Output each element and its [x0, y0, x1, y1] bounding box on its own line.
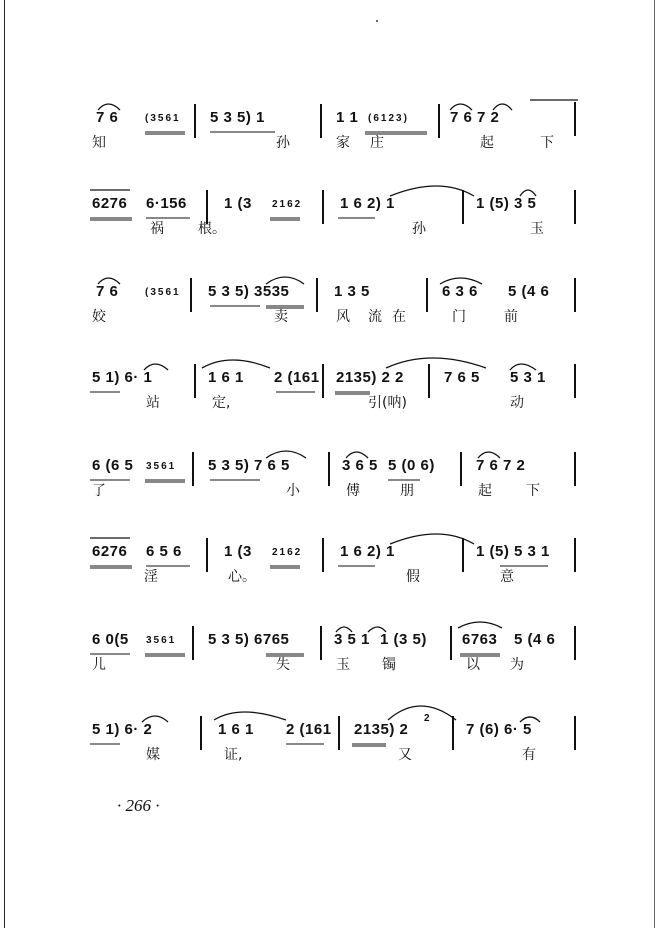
note-group: 5 3 5) 1	[210, 109, 265, 126]
lyric-char: 为	[510, 657, 524, 673]
note-group: 1 1	[336, 109, 359, 126]
bar-line	[322, 538, 324, 572]
note-group: 6 (6 5	[92, 457, 134, 474]
lyric-char: 起	[478, 483, 492, 499]
lyric-char: 在	[392, 309, 406, 325]
lyric-char: 下	[526, 483, 540, 499]
lyric-char: 了	[92, 483, 106, 499]
lyric-char: 知	[92, 135, 106, 151]
lyric-char: 孙	[276, 135, 290, 151]
lyric-char: 起	[480, 135, 494, 151]
lyric-char: 玉	[530, 221, 544, 237]
lyric-char: 儿	[92, 657, 106, 673]
lyric-char: 淫	[144, 569, 158, 585]
note-group: 2162	[272, 547, 303, 558]
lyric-char: 家	[336, 135, 350, 151]
lyric-char: 又	[398, 747, 412, 763]
bar-line	[328, 452, 330, 486]
lyric-char: 玉	[336, 657, 350, 673]
bar-line	[460, 452, 462, 486]
note-group: 6 5 6	[146, 543, 182, 560]
bar-line	[322, 364, 324, 398]
page-left-edge	[4, 0, 5, 928]
note-group: 3561	[146, 635, 177, 646]
note-group: 5 1) 6· 1	[92, 369, 153, 386]
note-group: 1 (3 5)	[380, 631, 427, 648]
bar-line	[462, 538, 464, 572]
page-number: · 266 ·	[117, 796, 160, 815]
lyric-char: 媒	[146, 747, 160, 763]
note-group: 5 (4 6	[514, 631, 556, 648]
note-group: 1 (5) 5 3 1	[476, 543, 550, 560]
lyric-char: 前	[504, 309, 518, 325]
bar-line	[200, 716, 202, 750]
bar-line	[574, 538, 576, 572]
lyric-char: 卖	[274, 309, 288, 325]
note-group: 1 (3	[224, 543, 252, 560]
lyric-char: 意	[500, 569, 514, 585]
note-group: 5 3 5) 3535	[208, 283, 290, 300]
lyric-char: 失	[276, 657, 290, 673]
note-group: 3 5 1	[334, 631, 370, 648]
note-group: 5 3 5) 6765	[208, 631, 290, 648]
bar-line	[338, 716, 340, 750]
note-group: 7 6 7 2	[476, 457, 526, 474]
bar-line	[194, 364, 196, 398]
note-group: (3561	[145, 287, 181, 298]
note-group: 1 (3	[224, 195, 252, 212]
bar-line	[574, 278, 576, 312]
note-group: 2162	[272, 199, 303, 210]
note-group: 7 6	[96, 109, 119, 126]
score-system-1	[90, 92, 590, 172]
note-group: 1 6 1	[218, 721, 254, 738]
bar-line	[194, 104, 196, 138]
lyric-char: 假	[406, 569, 420, 585]
lyric-char: 引(呐)	[368, 395, 407, 411]
bar-line	[190, 278, 192, 312]
note-group: 5 3 5) 7 6 5	[208, 457, 290, 474]
note-group: 1 3 5	[334, 283, 370, 300]
score-system-2	[90, 178, 590, 258]
bar-line	[574, 364, 576, 398]
note-group: 6276	[92, 195, 128, 212]
note-group: 2 (161	[274, 369, 320, 386]
lyric-char: 动	[510, 395, 524, 411]
note-group: 7 6 7 2	[450, 109, 500, 126]
bar-line	[574, 102, 576, 136]
bar-line	[438, 104, 440, 138]
note-group: 1 (5) 3 5	[476, 195, 537, 212]
bar-line	[462, 190, 464, 224]
lyric-char: 祸	[150, 221, 164, 237]
score-system-3	[90, 266, 590, 346]
note-group: 1 6 1	[208, 369, 244, 386]
note-group: 3561	[146, 461, 177, 472]
score-system-4	[90, 352, 590, 432]
note-group: (3561	[145, 113, 181, 124]
lyric-char: 证,	[224, 747, 243, 763]
bar-line	[450, 626, 452, 660]
note-group: 7 6	[96, 283, 119, 300]
note-group: 6 3 6	[442, 283, 478, 300]
bar-line	[452, 716, 454, 750]
bar-line	[428, 364, 430, 398]
bar-line	[426, 278, 428, 312]
scan-speck	[376, 20, 378, 22]
lyric-char: 孙	[412, 221, 426, 237]
note-group: 5 (4 6	[508, 283, 550, 300]
bar-line	[192, 626, 194, 660]
bar-line	[574, 190, 576, 224]
lyric-char: 心。	[228, 569, 256, 585]
note-group: 1 6 2) 1	[340, 195, 395, 212]
note-group: 2 (161	[286, 721, 332, 738]
bar-line	[192, 452, 194, 486]
bar-line	[574, 716, 576, 750]
lyric-char: 定,	[212, 395, 231, 411]
lyric-char: 朋	[400, 483, 414, 499]
score-system-5	[90, 440, 590, 520]
bar-line	[316, 278, 318, 312]
bar-line	[206, 538, 208, 572]
bar-line	[574, 452, 576, 486]
note-group: 6276	[92, 543, 128, 560]
lyric-char: 傅	[346, 483, 360, 499]
grace-note: 2	[424, 713, 431, 724]
note-group: 2135) 2 2	[336, 369, 404, 386]
note-group: 5 (0 6)	[388, 457, 435, 474]
note-group: 2135) 2	[354, 721, 409, 738]
bar-line	[320, 626, 322, 660]
lyric-char: 流	[368, 309, 382, 325]
lyric-char: 小	[286, 483, 300, 499]
lyric-char: 庄	[370, 135, 384, 151]
note-group: 6763	[462, 631, 498, 648]
bar-line	[574, 626, 576, 660]
lyric-char: 风	[336, 309, 350, 325]
lyric-char: 有	[522, 747, 536, 763]
score-system-8	[90, 704, 590, 784]
lyric-char: 以	[466, 657, 480, 673]
note-group: 3 6 5	[342, 457, 378, 474]
lyric-char: 镯	[382, 657, 396, 673]
note-group: 1 6 2) 1	[340, 543, 395, 560]
score-system-7	[90, 614, 590, 694]
note-group: 5 1) 6· 2	[92, 721, 153, 738]
lyric-char: 姣	[92, 309, 106, 325]
bar-line	[206, 190, 208, 224]
note-group: (6123)	[368, 113, 409, 124]
lyric-char: 门	[452, 309, 466, 325]
bar-line	[322, 190, 324, 224]
note-group: 7 6 5	[444, 369, 480, 386]
note-group: 5 3 1	[510, 369, 546, 386]
bar-line	[320, 104, 322, 138]
note-group: 7 (6) 6· 5	[466, 721, 532, 738]
lyric-char: 下	[540, 135, 554, 151]
lyric-char: 站	[146, 395, 160, 411]
score-system-6	[90, 526, 590, 606]
note-group: 6 0(5	[92, 631, 129, 648]
lyric-char: 根。	[198, 221, 226, 237]
note-group: 6·156	[146, 195, 187, 212]
